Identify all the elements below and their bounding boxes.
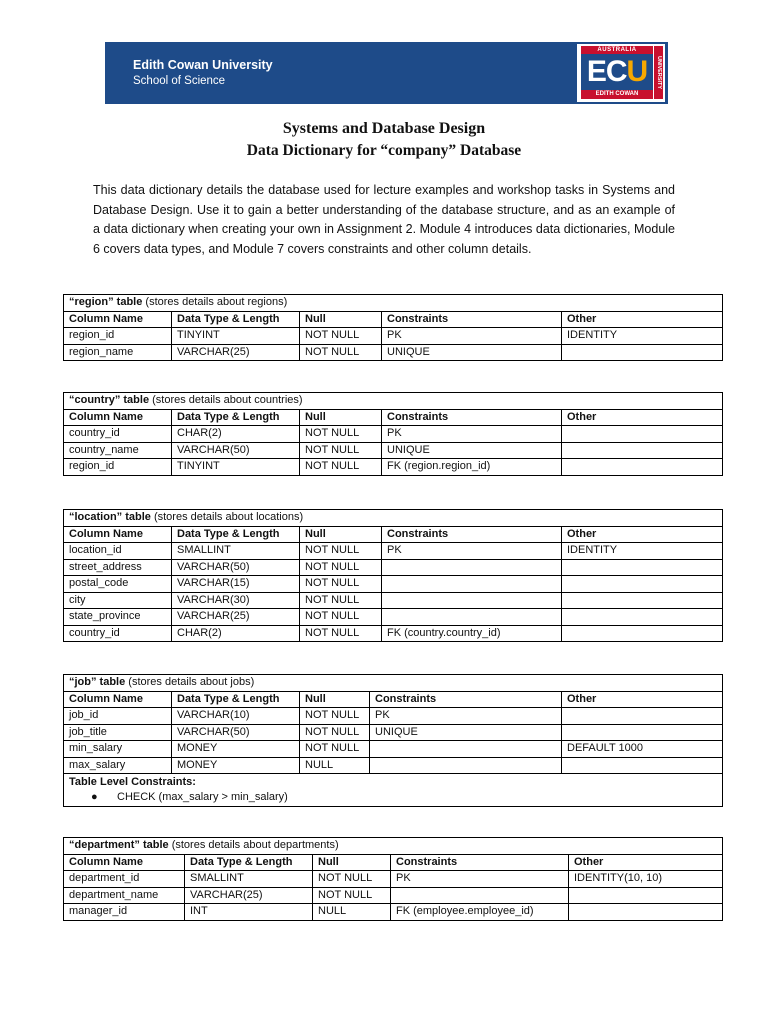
university-name: Edith Cowan University bbox=[133, 58, 273, 72]
table-cell: NOT NULL bbox=[313, 871, 391, 888]
table-cell: Constraints bbox=[382, 526, 562, 543]
table-cell bbox=[370, 741, 562, 758]
table-cell: Data Type & Length bbox=[172, 526, 300, 543]
table-cell: Other bbox=[562, 409, 723, 426]
table-cell: NOT NULL bbox=[300, 426, 382, 443]
country-table bbox=[63, 392, 723, 476]
table-cell: postal_code bbox=[64, 576, 172, 593]
table-cell: region_id bbox=[64, 328, 172, 345]
table-cell: Constraints bbox=[370, 691, 562, 708]
table-cell: VARCHAR(25) bbox=[185, 887, 313, 904]
table-cell: Null bbox=[300, 311, 382, 328]
table-header-row bbox=[64, 311, 723, 328]
table-cell: IDENTITY bbox=[562, 543, 723, 560]
table-caption: “location” table (stores details about locations) bbox=[64, 510, 723, 527]
table-header-row bbox=[64, 691, 723, 708]
table-cell: country_id bbox=[64, 625, 172, 642]
table-cell: PK bbox=[382, 426, 562, 443]
table-cell bbox=[562, 724, 723, 741]
table-row bbox=[64, 625, 723, 642]
table-cell: NOT NULL bbox=[300, 741, 370, 758]
table-cell: CHAR(2) bbox=[172, 426, 300, 443]
table-caption: “region” table (stores details about regions) bbox=[64, 295, 723, 312]
table-cell: Column Name bbox=[64, 311, 172, 328]
table-cell: VARCHAR(50) bbox=[172, 724, 300, 741]
table-cell: DEFAULT 1000 bbox=[562, 741, 723, 758]
table-cell: max_salary bbox=[64, 757, 172, 774]
table-row bbox=[64, 559, 723, 576]
table-cell bbox=[562, 442, 723, 459]
table-cell: NOT NULL bbox=[300, 442, 382, 459]
table-cell: NOT NULL bbox=[300, 559, 382, 576]
table-cell: IDENTITY(10, 10) bbox=[569, 871, 723, 888]
table-cell: NOT NULL bbox=[300, 609, 382, 626]
location-table bbox=[63, 509, 723, 642]
table-cell: Constraints bbox=[382, 409, 562, 426]
table-cell: FK (region.region_id) bbox=[382, 459, 562, 476]
table-cell bbox=[562, 426, 723, 443]
table-cell: MONEY bbox=[172, 757, 300, 774]
table-row bbox=[64, 442, 723, 459]
table-header-row bbox=[64, 409, 723, 426]
table-caption: “department” table (stores details about departments) bbox=[64, 838, 723, 855]
table-cell bbox=[562, 576, 723, 593]
table-cell: Other bbox=[569, 854, 723, 871]
table-cell bbox=[382, 559, 562, 576]
table-cell bbox=[569, 887, 723, 904]
table-cell: Other bbox=[562, 311, 723, 328]
table-cell: Data Type & Length bbox=[172, 311, 300, 328]
table-cell: department_id bbox=[64, 871, 185, 888]
table-cell: VARCHAR(50) bbox=[172, 442, 300, 459]
table-cell: VARCHAR(15) bbox=[172, 576, 300, 593]
table-cell: FK (country.country_id) bbox=[382, 625, 562, 642]
table-row bbox=[64, 328, 723, 345]
table-row bbox=[64, 576, 723, 593]
table-cell: min_salary bbox=[64, 741, 172, 758]
table-row bbox=[64, 543, 723, 560]
table-cell: Null bbox=[313, 854, 391, 871]
table-level-constraints-title: Table Level Constraints: bbox=[69, 776, 196, 788]
table-cell bbox=[562, 708, 723, 725]
table-cell: Column Name bbox=[64, 409, 172, 426]
table-cell: NOT NULL bbox=[300, 328, 382, 345]
table-row bbox=[64, 708, 723, 725]
table-cell: street_address bbox=[64, 559, 172, 576]
table-row bbox=[64, 871, 723, 888]
table-cell: Constraints bbox=[391, 854, 569, 871]
table-caption: “job” table (stores details about jobs) bbox=[64, 675, 723, 692]
table-cell: country_id bbox=[64, 426, 172, 443]
logo-top-text: AUSTRALIA bbox=[581, 46, 653, 54]
table-cell bbox=[382, 576, 562, 593]
table-cell: Column Name bbox=[64, 691, 172, 708]
table-row bbox=[64, 459, 723, 476]
table-cell bbox=[562, 344, 723, 361]
table-cell: NOT NULL bbox=[300, 543, 382, 560]
table-cell: TINYINT bbox=[172, 459, 300, 476]
table-cell: TINYINT bbox=[172, 328, 300, 345]
table-cell: Other bbox=[562, 526, 723, 543]
table-cell: region_id bbox=[64, 459, 172, 476]
table-cell: Data Type & Length bbox=[185, 854, 313, 871]
table-cell: city bbox=[64, 592, 172, 609]
table-cell bbox=[382, 592, 562, 609]
table-constraint-item: ● CHECK (max_salary > min_salary) bbox=[91, 791, 288, 803]
table-cell bbox=[569, 904, 723, 921]
table-cell: NOT NULL bbox=[313, 887, 391, 904]
table-level-constraints bbox=[64, 774, 723, 807]
university-banner bbox=[105, 42, 668, 104]
table-cell: VARCHAR(50) bbox=[172, 559, 300, 576]
table-cell bbox=[382, 609, 562, 626]
table-row bbox=[64, 757, 723, 774]
table-cell: job_title bbox=[64, 724, 172, 741]
table-cell: Data Type & Length bbox=[172, 691, 300, 708]
table-cell: NOT NULL bbox=[300, 576, 382, 593]
table-cell: NOT NULL bbox=[300, 724, 370, 741]
table-cell: UNIQUE bbox=[382, 442, 562, 459]
table-cell: UNIQUE bbox=[370, 724, 562, 741]
department-table bbox=[63, 837, 723, 921]
table-cell: Column Name bbox=[64, 854, 185, 871]
table-cell: NOT NULL bbox=[300, 459, 382, 476]
table-cell: Null bbox=[300, 691, 370, 708]
table-cell bbox=[562, 757, 723, 774]
table-cell: CHAR(2) bbox=[172, 625, 300, 642]
table-cell: PK bbox=[370, 708, 562, 725]
logo-bottom-text: EDITH COWAN bbox=[581, 90, 653, 99]
table-row bbox=[64, 724, 723, 741]
table-cell: job_id bbox=[64, 708, 172, 725]
logo-side-text: UNIVERSITY bbox=[654, 46, 663, 99]
table-cell: PK bbox=[391, 871, 569, 888]
table-cell: SMALLINT bbox=[172, 543, 300, 560]
table-cell: Null bbox=[300, 526, 382, 543]
table-cell: FK (employee.employee_id) bbox=[391, 904, 569, 921]
logo-main-text: ECU bbox=[581, 54, 653, 90]
table-cell bbox=[562, 592, 723, 609]
table-cell: region_name bbox=[64, 344, 172, 361]
bullet-icon: ● bbox=[91, 791, 98, 803]
table-cell bbox=[370, 757, 562, 774]
table-cell: Null bbox=[300, 409, 382, 426]
region-table bbox=[63, 294, 723, 361]
table-cell: NOT NULL bbox=[300, 592, 382, 609]
table-cell bbox=[562, 559, 723, 576]
table-cell: VARCHAR(10) bbox=[172, 708, 300, 725]
ecu-logo bbox=[577, 44, 665, 102]
table-cell: INT bbox=[185, 904, 313, 921]
table-cell: PK bbox=[382, 328, 562, 345]
table-cell: VARCHAR(30) bbox=[172, 592, 300, 609]
table-cell: NOT NULL bbox=[300, 625, 382, 642]
table-cell: state_province bbox=[64, 609, 172, 626]
table-row bbox=[64, 741, 723, 758]
table-cell: VARCHAR(25) bbox=[172, 609, 300, 626]
table-cell: department_name bbox=[64, 887, 185, 904]
table-row bbox=[64, 887, 723, 904]
table-cell: Data Type & Length bbox=[172, 409, 300, 426]
table-cell bbox=[562, 625, 723, 642]
job-table bbox=[63, 674, 723, 807]
table-cell: NOT NULL bbox=[300, 708, 370, 725]
table-header-row bbox=[64, 854, 723, 871]
table-cell: Other bbox=[562, 691, 723, 708]
table-row bbox=[64, 344, 723, 361]
table-cell: country_name bbox=[64, 442, 172, 459]
table-cell bbox=[391, 887, 569, 904]
table-cell: MONEY bbox=[172, 741, 300, 758]
table-row bbox=[64, 609, 723, 626]
table-cell: VARCHAR(25) bbox=[172, 344, 300, 361]
table-cell: IDENTITY bbox=[562, 328, 723, 345]
document-subtitle: Data Dictionary for “company” Database bbox=[246, 142, 522, 159]
table-row bbox=[64, 904, 723, 921]
table-cell: manager_id bbox=[64, 904, 185, 921]
table-row bbox=[64, 592, 723, 609]
table-cell: NOT NULL bbox=[300, 344, 382, 361]
table-cell: PK bbox=[382, 543, 562, 560]
table-cell bbox=[562, 609, 723, 626]
table-row bbox=[64, 426, 723, 443]
table-cell: Column Name bbox=[64, 526, 172, 543]
table-cell: NULL bbox=[313, 904, 391, 921]
table-cell bbox=[562, 459, 723, 476]
table-header-row bbox=[64, 526, 723, 543]
table-caption: “country” table (stores details about countries) bbox=[64, 393, 723, 410]
table-cell: Constraints bbox=[382, 311, 562, 328]
table-cell: NULL bbox=[300, 757, 370, 774]
intro-paragraph: This data dictionary details the database used for lecture examples and workshop tasks in Systems and Database Design. Use it to gain a better understanding of the database structure, and as an example of a data dictionary when creating your own in Assignment 2. Module 4 introduces data dictionaries, Module 6 covers data types, and Module 7 covers constraints and other column details. bbox=[93, 183, 675, 256]
table-cell: SMALLINT bbox=[185, 871, 313, 888]
document-title: Systems and Database Design bbox=[282, 120, 486, 137]
table-cell: UNIQUE bbox=[382, 344, 562, 361]
school-name: School of Science bbox=[133, 75, 226, 87]
table-cell: location_id bbox=[64, 543, 172, 560]
